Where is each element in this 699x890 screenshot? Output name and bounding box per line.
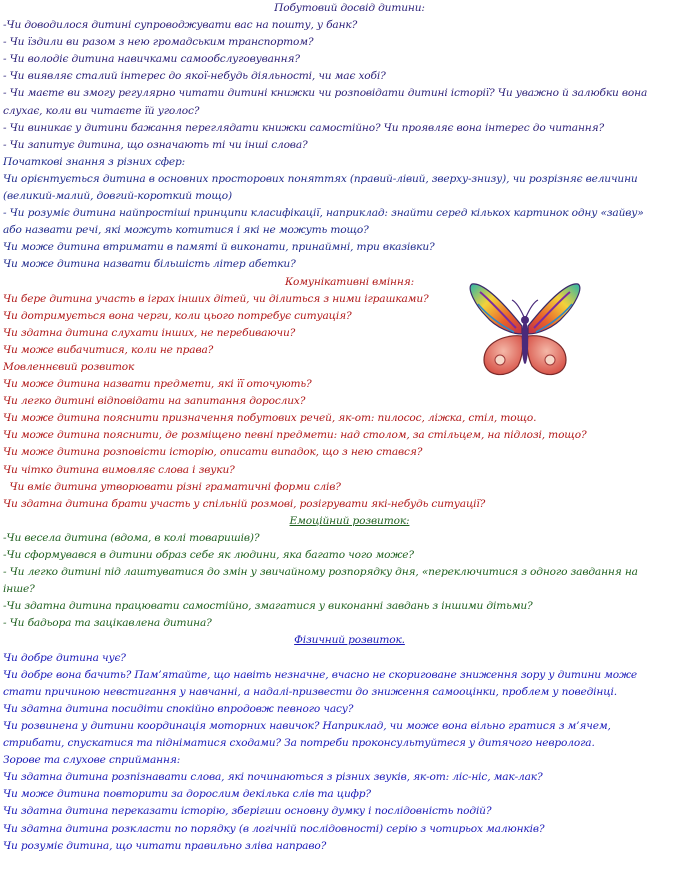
question-item: Чи може дитина втримати в памяті й виконати, принаймні, три вказівки?	[3, 241, 435, 254]
butterfly-icon	[466, 276, 584, 384]
question-item: - Чи виникає у дитини бажання переглядати книжки самостійно? Чи проявляє вона інтерес до читання?	[3, 121, 605, 134]
section-title: Емоційний розвиток:	[289, 514, 410, 527]
section-title: Побутовий досвід дитини:	[274, 2, 425, 14]
question-item: Чи дотримується вона черги, коли цього потребує ситуація?	[3, 309, 352, 322]
question-item: Чи легко дитині відповідати на запитання дорослих?	[3, 395, 306, 408]
question-item: - Чи розуміє дитина найпростіші принципи класифікації, наприклад: знайти серед кількох картинок одну «зайву» або назвати речі, які можуть котитися і які не можуть тощо?	[3, 207, 644, 237]
section-household	[0, 0, 699, 154]
question-item: -Чи доводилося дитині супроводжувати вас на пошту, у банк?	[3, 19, 358, 32]
question-item: Чи може дитина назвати більшість літер абетки?	[3, 258, 296, 271]
section-title: Комунікативні вміння:	[284, 275, 414, 288]
question-item: Чи чітко дитина вимовляє слова і звуки?	[3, 463, 235, 476]
section-title: Мовленнєвий розвиток	[3, 360, 135, 373]
question-item: Чи орієнтується дитина в основних просторових поняттях (правий-лівий, зверху-знизу), чи розрізняє величини (великий-малий, довгий-короткий тощо)	[3, 172, 638, 203]
question-item: Чи здатна дитина слухати інших, не перебиваючи?	[3, 326, 296, 339]
question-item: Чи добре дитина чує?	[3, 651, 126, 664]
question-item: - Чи виявляє сталий інтерес до якої-небудь діяльності, чи має хобі?	[3, 70, 386, 83]
question-item: Чи добре вона бачить? Пам’ятайте, що навіть незначне, вчасно не скориговане зниження зору у дитини може стати причиною невстигання у навчанні, а надалі-призвести до зниження самооцінки, проблем у поведінці.	[3, 668, 638, 698]
question-item: Чи здатна дитина брати участь у спільній розмові, розігрувати які-небудь ситуації?	[3, 497, 486, 510]
section-title: Фізичний розвиток.	[294, 634, 405, 647]
question-item: Чи може дитина пояснити, де розміщено певні предмети: над столом, за стільцем, на підлозі, тощо?	[3, 429, 587, 442]
section-emotional	[0, 513, 699, 633]
section-speech	[0, 359, 699, 513]
question-item: Чи здатна дитина посидіти спокійно впродовж певного часу?	[3, 702, 354, 715]
section-title: Зорове та слухове сприймання:	[3, 754, 181, 767]
question-item: Чи може дитина повторити за дорослим декілька слів та цифр?	[3, 788, 371, 801]
question-item: - Чи легко дитині під лаштуватися до змін у звичайному розпорядку дня, «переключитися з одного завдання на інше?	[3, 566, 638, 596]
question-item: - Чи запитує дитина, що означають ті чи інші слова?	[3, 138, 308, 151]
question-item: Чи може дитина назвати предмети, які її оточують?	[3, 378, 312, 391]
question-item: -Чи сформувався в дитини образ себе як людини, яка багато чого може?	[3, 549, 414, 561]
question-item: Чи вміє дитина утворювати різні граматичні форми слів?	[3, 480, 341, 493]
question-item: - Чи бадьора та зацікавлена дитина?	[3, 617, 212, 630]
question-item: -Чи весела дитина (вдома, в колі товаришів)?	[3, 531, 260, 544]
question-item: Чи може дитина розповісти історію, описати випадок, що з нею стався?	[3, 446, 423, 459]
section-communication	[0, 274, 699, 359]
question-item: Чи здатна дитина розкласти по порядку (в логічній послідовності) серію з чотирьох малюнків?	[3, 822, 545, 835]
question-item: Чи може вибачитися, коли не права?	[3, 343, 214, 356]
question-item: Чи розуміє дитина, що читати правильно зліва направо?	[3, 839, 327, 852]
section-knowledge	[0, 154, 699, 274]
question-item: Чи розвинена у дитини координація моторних навичок? Наприклад, чи може вона вільно гратися з м’ячем, стрибати, спускатися та підніматися сходами? За потреби проконсультуйтеся у дитячого невролога.	[3, 719, 611, 750]
section-physical	[0, 632, 699, 752]
section-perception	[0, 752, 699, 855]
question-item: Чи може дитина пояснити призначення побутових речей, як-от: пилосос, ліжка, стіл, тощо.	[3, 412, 537, 425]
question-item: Чи бере дитина участь в іграх інших дітей, чи ділиться з ними іграшками?	[3, 292, 429, 305]
question-item: Чи здатна дитина переказати історію, зберігши основну думку і послідовність подій?	[3, 805, 492, 818]
question-item: - Чи їздили ви разом з нею громадським транспортом?	[3, 36, 314, 49]
question-item: Чи здатна дитина розпізнавати слова, які починаються з різних звуків, як-от: ліс-ніс, мак-лак?	[3, 771, 543, 784]
question-item: -Чи здатна дитина працювати самостійно, змагатися у виконанні завдань з іншими дітьми?	[3, 600, 533, 613]
question-item: - Чи маєте ви змогу регулярно читати дитині книжки чи розповідати дитині історії? Чи уважно й залюбки вона слухає, коли ви читаєте їй уголос?	[3, 87, 648, 117]
question-item: - Чи володіє дитина навичками самообслуговування?	[3, 53, 300, 66]
section-title: Початкові знання з різних сфер:	[3, 155, 186, 168]
